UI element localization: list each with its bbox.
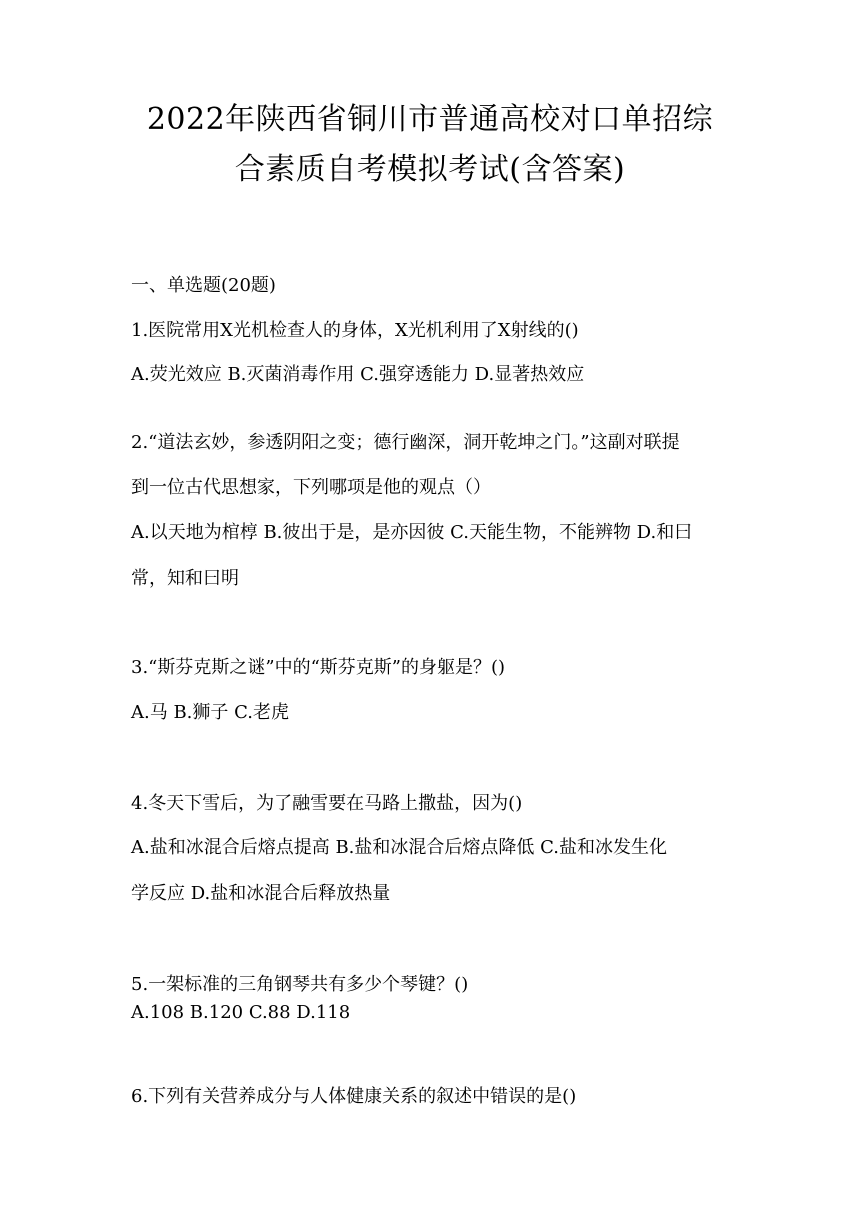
question-1-text: 1.医院常用X光机检查人的身体，X光机利用了X射线的() [131, 320, 579, 341]
document-title-line-1: 2022年陕西省铜川市普通高校对口单招综 [146, 102, 714, 137]
question-4-options-line-2: 学反应 D.盐和冰混合后释放热量 [131, 883, 391, 904]
question-1-options: A.荧光效应 B.灭菌消毒作用 C.强穿透能力 D.显著热效应 [131, 364, 585, 385]
question-5-text: 5.一架标准的三角钢琴共有多少个琴键？() [131, 974, 469, 995]
question-5-options: A.108 B.120 C.88 D.118 [131, 1002, 351, 1023]
question-4-text: 4.冬天下雪后，为了融雪要在马路上撒盐，因为() [131, 793, 523, 814]
question-2-options-line-1: A.以天地为棺椁 B.彼出于是，是亦因彼 C.天能生物，不能辨物 D.和曰 [131, 522, 693, 543]
question-3-text: 3.“斯芬克斯之谜”中的“斯芬克斯”的身躯是？() [131, 657, 506, 678]
question-2-options-line-2: 常，知和曰明 [131, 568, 239, 589]
question-2-text-line-2: 到一位古代思想家，下列哪项是他的观点（） [131, 477, 491, 498]
question-6-text: 6.下列有关营养成分与人体健康关系的叙述中错误的是() [131, 1086, 577, 1107]
section-heading: 一、单选题(20题) [131, 275, 276, 296]
document-title-line-2: 合素质自考模拟考试(含答案) [234, 152, 626, 187]
question-4-options-line-1: A.盐和冰混合后熔点提高 B.盐和冰混合后熔点降低 C.盐和冰发生化 [131, 837, 667, 858]
question-3-options: A.马 B.狮子 C.老虎 [131, 702, 289, 723]
question-2-text-line-1: 2.“道法玄妙，参透阴阳之变；德行幽深，洞开乾坤之门。”这副对联提 [131, 432, 680, 453]
